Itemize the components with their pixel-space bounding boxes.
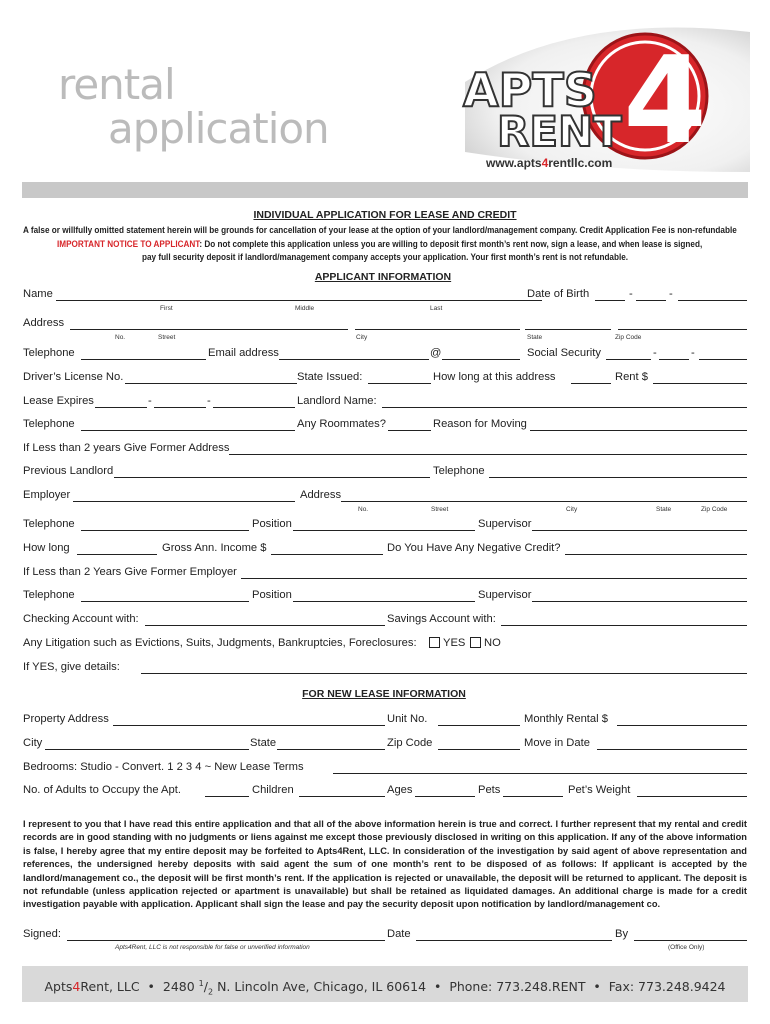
license-field[interactable] bbox=[125, 371, 297, 384]
pet-weight-label: Pet’s Weight bbox=[568, 784, 631, 796]
emp-sub-city: City bbox=[566, 506, 578, 513]
lease-expires-month[interactable] bbox=[95, 395, 147, 408]
yes-label: YES bbox=[443, 637, 466, 649]
no-checkbox[interactable] bbox=[470, 637, 481, 650]
ages-field[interactable] bbox=[415, 784, 475, 797]
children-label: Children bbox=[252, 784, 294, 796]
supervisor-label: Supervisor bbox=[478, 518, 532, 530]
sub-last: Last bbox=[430, 305, 443, 312]
footer-address: 2480 $^1/_2$ N. Lincoln Ave, Chicago, IL 60614 bbox=[162, 979, 427, 997]
email-user-field[interactable] bbox=[279, 347, 429, 360]
state-label: State bbox=[250, 737, 277, 749]
website-mid: 4 bbox=[541, 156, 549, 170]
if-yes-field[interactable] bbox=[141, 661, 747, 674]
lease-expires-row bbox=[23, 395, 747, 410]
roommates-field[interactable] bbox=[388, 418, 431, 431]
ages-label: Ages bbox=[387, 784, 413, 796]
position2-field[interactable] bbox=[293, 589, 475, 602]
previous-landlord-row bbox=[23, 465, 747, 480]
telephone4-label: Telephone bbox=[23, 518, 75, 530]
occupants-row bbox=[23, 784, 747, 799]
reason-moving-field[interactable] bbox=[530, 418, 747, 431]
litigation-details-row bbox=[23, 661, 747, 676]
dob-dash-1: - bbox=[629, 288, 633, 300]
footer-fax: Fax: 773.248.9424 bbox=[608, 979, 726, 995]
checking-label: Checking Account with: bbox=[23, 613, 139, 625]
ssn-field-1[interactable] bbox=[606, 347, 651, 360]
ssn-field-3[interactable] bbox=[699, 347, 747, 360]
yes-checkbox[interactable] bbox=[429, 637, 440, 650]
property-address-label: Property Address bbox=[23, 713, 109, 725]
telephone-label: Telephone bbox=[23, 347, 75, 359]
roommates-label: Any Roommates? bbox=[297, 418, 386, 430]
dob-label: Date of Birth bbox=[527, 288, 590, 300]
former-address-label: If Less than 2 years Give Former Address bbox=[23, 442, 230, 454]
logo-rent: RENT bbox=[497, 107, 622, 156]
telephone5-field[interactable] bbox=[81, 589, 249, 602]
bank-row bbox=[23, 613, 747, 628]
how-long-address-label: How long at this address bbox=[433, 371, 556, 383]
ssn-field-2[interactable] bbox=[659, 347, 689, 360]
footer-company-suffix: Rent, LLC bbox=[80, 979, 140, 995]
bedrooms-row bbox=[23, 761, 747, 776]
lease-section-title: FOR NEW LEASE INFORMATION bbox=[302, 688, 466, 700]
position2-label: Position bbox=[252, 589, 292, 601]
telephone4-field[interactable] bbox=[81, 518, 249, 531]
address-row bbox=[23, 317, 747, 332]
employer-label: Employer bbox=[23, 489, 71, 501]
applicant-section-title: APPLICANT INFORMATION bbox=[314, 271, 452, 283]
by-label: By bbox=[615, 928, 629, 940]
how-long-field[interactable] bbox=[77, 542, 157, 555]
rent-label: Rent $ bbox=[615, 371, 648, 383]
dob-dash-2: - bbox=[669, 288, 673, 300]
former-employer-contact-row bbox=[23, 589, 747, 604]
former-address-field[interactable] bbox=[229, 442, 747, 455]
savings-label: Savings Account with: bbox=[387, 613, 496, 625]
telephone3-field[interactable] bbox=[489, 465, 747, 478]
if-yes-label: If YES, give details: bbox=[23, 661, 120, 673]
roommates-row bbox=[23, 418, 747, 433]
move-in-label: Move in Date bbox=[524, 737, 590, 749]
footer-bar bbox=[22, 966, 748, 1002]
lease-dash-1: - bbox=[148, 395, 152, 407]
email-label: Email address bbox=[208, 347, 279, 359]
income-row bbox=[23, 542, 747, 557]
footer-frac-num: 1 bbox=[198, 979, 204, 988]
sub-street: Street bbox=[158, 334, 176, 341]
name-label: Name bbox=[23, 288, 53, 300]
how-long-address-field[interactable] bbox=[571, 371, 611, 384]
title-application: application bbox=[108, 104, 329, 153]
logo-apts: APTS bbox=[463, 63, 597, 117]
gross-income-field[interactable] bbox=[271, 542, 383, 555]
how-long-label: How long bbox=[23, 542, 70, 554]
supervisor-field[interactable] bbox=[532, 518, 747, 531]
employer-contact-row bbox=[23, 518, 747, 533]
monthly-rental-label: Monthly Rental $ bbox=[524, 713, 608, 725]
state-issued-field[interactable] bbox=[368, 371, 431, 384]
disclaimer: A false or willfully omitted statement herein will be grounds for cancellation of your lease at the option of your landlord/management company. Credit Application Fee is non-refundable bbox=[23, 225, 737, 236]
lease-expires-label: Lease Expires bbox=[23, 395, 94, 407]
property-row bbox=[23, 713, 747, 728]
negative-credit-label: Do You Have Any Negative Credit? bbox=[387, 542, 561, 554]
lease-expires-day[interactable] bbox=[154, 395, 206, 408]
sub-first: First bbox=[160, 305, 173, 312]
pets-field[interactable] bbox=[503, 784, 563, 797]
by-field[interactable] bbox=[634, 928, 747, 941]
dob-year-field[interactable] bbox=[678, 288, 747, 301]
city-label: City bbox=[23, 737, 43, 749]
property-city-row bbox=[23, 737, 747, 752]
sub-zip: Zip Code bbox=[615, 334, 642, 341]
address-state-field[interactable] bbox=[525, 317, 611, 330]
emp-sub-street: Street bbox=[431, 506, 449, 513]
zip-label: Zip Code bbox=[387, 737, 433, 749]
zip-field[interactable] bbox=[438, 737, 520, 750]
office-only-note: (Office Only) bbox=[668, 944, 705, 951]
sub-middle: Middle bbox=[295, 305, 315, 312]
unit-no-field[interactable] bbox=[438, 713, 520, 726]
phone-email-row bbox=[23, 347, 747, 362]
emp-sub-state: State bbox=[656, 506, 672, 513]
date-field[interactable] bbox=[416, 928, 612, 941]
signature-disclaimer: Apts4Rent, LLC is not responsible for false or unverified information bbox=[115, 944, 310, 951]
address-street-field[interactable] bbox=[70, 317, 348, 330]
position-field[interactable] bbox=[293, 518, 475, 531]
former-employer-field[interactable] bbox=[241, 566, 747, 579]
state-issued-label: State Issued: bbox=[297, 371, 363, 383]
previous-landlord-label: Previous Landlord bbox=[23, 465, 114, 477]
license-row bbox=[23, 371, 747, 386]
signature-field[interactable] bbox=[67, 928, 385, 941]
ssn-dash-2: - bbox=[691, 347, 695, 359]
emp-sub-zip: Zip Code bbox=[701, 506, 728, 513]
sub-state: State bbox=[527, 334, 543, 341]
supervisor2-field[interactable] bbox=[532, 589, 747, 602]
sub-city: City bbox=[356, 334, 368, 341]
litigation-row bbox=[23, 637, 747, 652]
sub-no: No. bbox=[115, 334, 126, 341]
footer-phone: Phone: 773.248.RENT bbox=[449, 979, 586, 995]
previous-landlord-field[interactable] bbox=[114, 465, 430, 478]
adults-label: No. of Adults to Occupy the Apt. bbox=[23, 784, 181, 796]
employer-row bbox=[23, 489, 747, 504]
header-band bbox=[22, 182, 748, 198]
ssn-dash-1: - bbox=[653, 347, 657, 359]
notice-label: IMPORTANT NOTICE TO APPLICANT bbox=[57, 239, 200, 250]
lease-terms-field[interactable] bbox=[333, 761, 747, 774]
checking-field[interactable] bbox=[145, 613, 385, 626]
notice-text1: : Do not complete this application unless you are willing to deposit first month’s rent now, sign a lease, and when lease is signed, bbox=[199, 239, 703, 250]
reason-moving-label: Reason for Moving bbox=[433, 418, 527, 430]
savings-field[interactable] bbox=[501, 613, 747, 626]
former-address-row bbox=[23, 442, 747, 457]
city-field[interactable] bbox=[45, 737, 249, 750]
address-zip-field[interactable] bbox=[618, 317, 747, 330]
former-employer-row bbox=[23, 566, 747, 581]
bedrooms-label: Bedrooms: Studio - Convert. 1 2 3 4 ~ New Lease Terms bbox=[23, 761, 304, 773]
telephone2-label: Telephone bbox=[23, 418, 75, 430]
title-rental: rental bbox=[58, 60, 175, 109]
position-label: Position bbox=[252, 518, 292, 530]
signed-label: Signed: bbox=[23, 928, 61, 940]
telephone5-label: Telephone bbox=[23, 589, 75, 601]
supervisor2-label: Supervisor bbox=[478, 589, 532, 601]
website-prefix: www.apts bbox=[486, 156, 542, 170]
license-label: Driver’s License No. bbox=[23, 371, 124, 383]
state-field[interactable] bbox=[277, 737, 385, 750]
employer-field[interactable] bbox=[73, 489, 295, 502]
unit-no-label: Unit No. bbox=[387, 713, 428, 725]
employer-address-label: Address bbox=[300, 489, 342, 501]
ssn-label: Social Security bbox=[527, 347, 601, 359]
logo-4-glyph: 4 bbox=[623, 32, 707, 171]
move-in-field[interactable] bbox=[597, 737, 747, 750]
important-notice bbox=[57, 239, 702, 250]
monthly-rental-field[interactable] bbox=[617, 713, 747, 726]
footer-sep-3: • bbox=[593, 979, 601, 995]
children-field[interactable] bbox=[299, 784, 385, 797]
emp-sub-no: No. bbox=[358, 506, 369, 513]
name-row bbox=[23, 288, 747, 303]
rent-field[interactable] bbox=[653, 371, 747, 384]
address-label: Address bbox=[23, 317, 65, 329]
name-field[interactable] bbox=[56, 288, 542, 301]
litigation-label: Any Litigation such as Evictions, Suits, Judgments, Bankruptcies, Foreclosures: bbox=[23, 637, 417, 649]
footer-address-rest: N. Lincoln Ave, Chicago, IL 60614 bbox=[217, 979, 427, 995]
former-employer-label: If Less than 2 Years Give Former Employer bbox=[23, 566, 237, 578]
notice-text2: pay full security deposit if landlord/management company accepts your application. Your first month’s rent is not refundable. bbox=[142, 252, 629, 263]
certification-text: I represent to you that I have read this entire application and that all of the above information herein is true and correct. I further represent that my rental and credit records are in good standing with no judgments or liens against me except those previously disclosed in writing on this application. If any of the above information is false, I hereby agree that my entire deposit may be forfeited to Apts4Rent, LLC. In consideration of the investigation by said agent of above representation and references, the undersigned hereby deposits with said agent the sum of one month’s rent to be disposed of as follows: If applicant is accepted by the landlord/management co., the deposit will be first month’s rent. If the application is rejected or unavailable, the deposit will be returned to applicant. The deposit is not refundable (unless application rejected or apartment is unavailable) but shall be retained as liquidated damages. An additional charge is made for a credit investigation payable with application. Applicant shall sign the lease and pay the security deposit upon notification by landlord/management co. bbox=[23, 819, 747, 910]
negative-credit-field[interactable] bbox=[565, 542, 747, 555]
pet-weight-field[interactable] bbox=[637, 784, 747, 797]
landlord-name-label: Landlord Name: bbox=[297, 395, 377, 407]
footer-sep-1: • bbox=[147, 979, 155, 995]
telephone2-field[interactable] bbox=[81, 418, 295, 431]
landlord-name-field[interactable] bbox=[382, 395, 747, 408]
gross-income-label: Gross Ann. Income $ bbox=[162, 542, 267, 554]
dob-month-field[interactable] bbox=[595, 288, 625, 301]
employer-address-field[interactable] bbox=[341, 489, 747, 502]
email-domain-field[interactable] bbox=[442, 347, 520, 360]
telephone-field[interactable] bbox=[81, 347, 206, 360]
lease-expires-year[interactable] bbox=[213, 395, 295, 408]
adults-field[interactable] bbox=[205, 784, 249, 797]
date-label: Date bbox=[387, 928, 411, 940]
footer-address-num: 2480 bbox=[162, 979, 195, 995]
signature-row bbox=[23, 928, 747, 943]
website-suffix: rentllc.com bbox=[548, 156, 613, 170]
lease-dash-2: - bbox=[207, 395, 211, 407]
pets-label: Pets bbox=[478, 784, 501, 796]
no-label: NO bbox=[484, 637, 501, 649]
footer-frac-den: 2 bbox=[207, 987, 214, 997]
address-city-field[interactable] bbox=[355, 317, 520, 330]
email-at: @ bbox=[430, 347, 442, 359]
property-address-field[interactable] bbox=[113, 713, 385, 726]
footer-sep-2: • bbox=[434, 979, 442, 995]
form-title: INDIVIDUAL APPLICATION FOR LEASE AND CREDIT bbox=[253, 209, 517, 221]
footer-company bbox=[44, 979, 139, 994]
website-url[interactable] bbox=[486, 156, 612, 170]
footer-company-mid: 4 bbox=[72, 979, 81, 995]
dob-day-field[interactable] bbox=[636, 288, 666, 301]
apts4rent-logo bbox=[455, 22, 750, 172]
footer-company-prefix: Apts bbox=[44, 979, 73, 995]
telephone3-label: Telephone bbox=[433, 465, 485, 477]
